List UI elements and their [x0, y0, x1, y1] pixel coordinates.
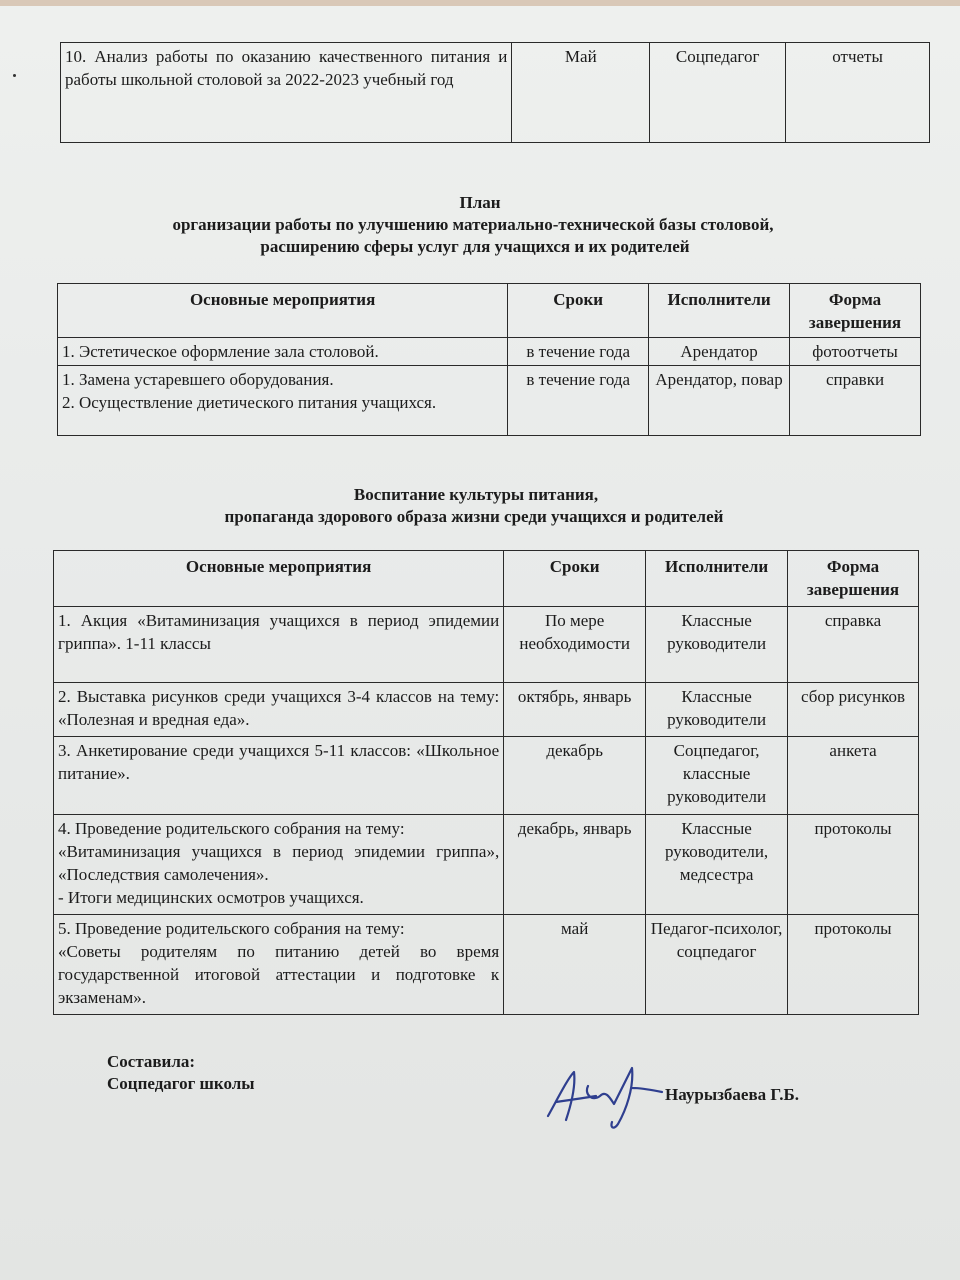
- author-name: Наурызбаева Г.Б.: [665, 1085, 800, 1104]
- executor-cell: Классные руководители: [646, 683, 788, 737]
- executor-cell: Педагог-психолог, соцпедагог: [646, 915, 788, 1015]
- event-cell: 2. Выставка рисунков среди учащихся 3-4 классов на тему: «Полезная и вредная еда».: [54, 683, 504, 737]
- header-form: Форма завершения: [790, 284, 921, 338]
- compiled-by: [107, 1051, 255, 1095]
- plan1-title: [0, 192, 960, 258]
- plan2-table: [53, 550, 919, 1015]
- plan2-title-line1: Воспитание культуры питания,: [353, 485, 599, 504]
- form-cell: отчеты: [786, 43, 930, 143]
- speck: [13, 74, 16, 77]
- table-row: [58, 338, 921, 366]
- page-top-edge: [0, 0, 960, 6]
- plan1-title-line2: организации работы по улучшению материально-технической базы столовой,: [172, 215, 774, 234]
- table-row: [54, 815, 919, 915]
- event-line: 4. Проведение родительского собрания на тему:: [58, 819, 405, 838]
- table-row: [54, 683, 919, 737]
- executor-cell: Арендатор, повар: [649, 366, 790, 436]
- compiled-label: Составила:: [107, 1052, 196, 1071]
- executor-cell: Классные руководители: [646, 607, 788, 683]
- author-position: Соцпедагог школы: [107, 1074, 255, 1093]
- term-cell: октябрь, январь: [504, 683, 646, 737]
- form-cell: сбор рисунков: [788, 683, 919, 737]
- term-cell: в течение года: [508, 338, 649, 366]
- event-cell: [58, 366, 508, 436]
- event-cell: [54, 815, 504, 915]
- table-row: [54, 607, 919, 683]
- event-line: 5. Проведение родительского собрания на тему:: [58, 919, 405, 938]
- plan1-title-line1: План: [459, 193, 501, 212]
- plan2-title: [0, 484, 960, 528]
- header-event: Основные мероприятия: [58, 284, 508, 338]
- header-term: Сроки: [504, 551, 646, 607]
- header-form: Форма завершения: [788, 551, 919, 607]
- plan1-table: [57, 283, 921, 436]
- term-cell: декабрь, январь: [504, 815, 646, 915]
- form-cell: фотоотчеты: [790, 338, 921, 366]
- executor-cell: Соцпедагог, классные руководители: [646, 737, 788, 815]
- top-table: [60, 42, 930, 143]
- table-row: [58, 366, 921, 436]
- form-cell: справки: [790, 366, 921, 436]
- header-row: [58, 284, 921, 338]
- term-cell: Май: [512, 43, 650, 143]
- event-cell: 3. Анкетирование среди учащихся 5-11 классов: «Школьное питание».: [54, 737, 504, 815]
- event-line: 2. Осуществление диетического питания учащихся.: [62, 393, 437, 412]
- event-cell: 1. Эстетическое оформление зала столовой.: [58, 338, 508, 366]
- event-cell: 10. Анализ работы по оказанию качественного питания и работы школьной столовой за 2022-2023 учебный год: [61, 43, 512, 143]
- form-cell: протоколы: [788, 915, 919, 1015]
- event-line: - Итоги медицинских осмотров учащихся.: [58, 888, 364, 907]
- form-cell: справка: [788, 607, 919, 683]
- table-row: [54, 737, 919, 815]
- event-line: «Советы родителям по питанию детей во время государственной итоговой аттестации и подготовке к экзаменам».: [58, 942, 500, 1007]
- plan2-title-line2: пропаганда здорового образа жизни среди учащихся и родителей: [224, 507, 724, 526]
- handwritten-signature: [540, 1058, 670, 1138]
- form-cell: анкета: [788, 737, 919, 815]
- executor-cell: Арендатор: [649, 338, 790, 366]
- event-line: «Витаминизация учащихся в период эпидемии гриппа», «Последствия самолечения».: [58, 842, 500, 884]
- form-cell: протоколы: [788, 815, 919, 915]
- header-executor: Исполнители: [646, 551, 788, 607]
- term-cell: По мере необходимости: [504, 607, 646, 683]
- executor-cell: Соцпедагог: [650, 43, 786, 143]
- plan1-title-line3: расширению сферы услуг для учащихся и их родителей: [260, 237, 690, 256]
- table-row: [61, 43, 930, 143]
- header-row: [54, 551, 919, 607]
- event-cell: 1. Акция «Витаминизация учащихся в период эпидемии гриппа». 1-11 классы: [54, 607, 504, 683]
- header-executor: Исполнители: [649, 284, 790, 338]
- term-cell: май: [504, 915, 646, 1015]
- event-line: 1. Замена устаревшего оборудования.: [62, 370, 334, 389]
- event-cell: [54, 915, 504, 1015]
- term-cell: декабрь: [504, 737, 646, 815]
- header-event: Основные мероприятия: [54, 551, 504, 607]
- table-row: [54, 915, 919, 1015]
- header-term: Сроки: [508, 284, 649, 338]
- term-cell: в течение года: [508, 366, 649, 436]
- executor-cell: Классные руководители, медсестра: [646, 815, 788, 915]
